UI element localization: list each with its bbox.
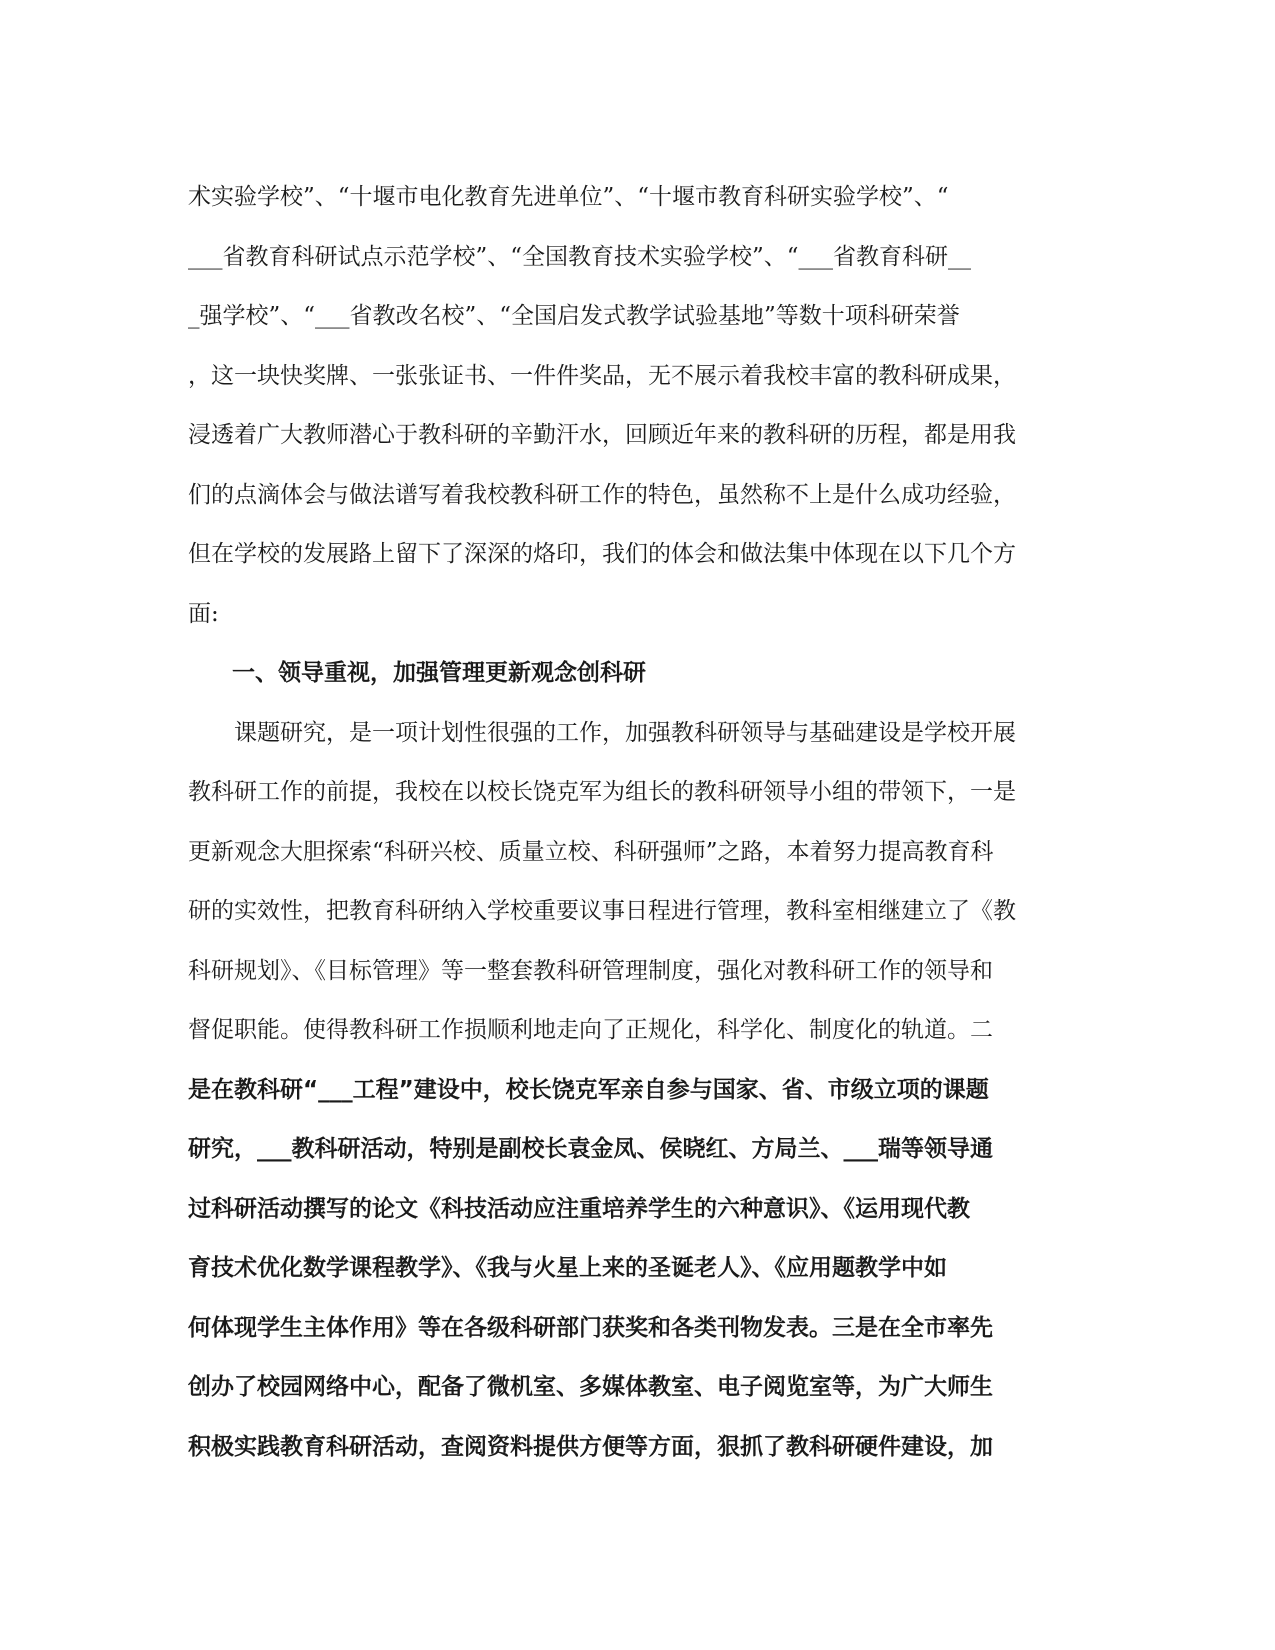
- bold-paragraph-line: 是在教科研“___工程”建设中，校长饶克军亲自参与国家、省、市级立项的课题: [188, 1076, 989, 1103]
- text-line: _强学校”、“___省教改名校”、“全国启发式教学试验基地”等数十项科研荣誉: [188, 303, 960, 329]
- text-line: 面:: [188, 600, 219, 627]
- paragraph-line: 科研规划》、《目标管理》等一整套教科研管理制度，强化对教科研工作的领导和: [188, 957, 993, 984]
- document-body: [188, 168, 1088, 1477]
- bold-paragraph-line: 过科研活动撰写的论文《科技活动应注重培养学生的六种意识》、《运用现代教: [188, 1195, 970, 1222]
- text-line: 们的点滴体会与做法谱写着我校教科研工作的特色，虽然称不上是什么成功经验，: [188, 481, 1016, 508]
- text-line: ，这一块快奖牌、一张张证书、一件件奖品，无不展示着我校丰富的教科研成果，: [188, 362, 1016, 389]
- paragraph-line: 教科研工作的前提，我校在以校长饶克军为组长的教科研领导小组的带领下，一是: [188, 779, 1016, 805]
- bold-paragraph-line: 育技术优化数学课程教学》、《我与火星上来的圣诞老人》、《应用题教学中如: [188, 1255, 947, 1281]
- paragraph-line: 督促职能。使得教科研工作损顺利地走向了正规化，科学化、制度化的轨道。二: [188, 1017, 993, 1043]
- bold-paragraph-line: 何体现学生主体作用》等在各级科研部门获奖和各类刊物发表。三是在全市率先: [188, 1314, 993, 1341]
- bold-paragraph-line: 创办了校园网络中心，配备了微机室、多媒体教室、电子阅览室等，为广大师生: [188, 1374, 993, 1400]
- section-heading: 一、领导重视，加强管理更新观念创科研: [232, 660, 646, 686]
- text-line: 但在学校的发展路上留下了深深的烙印，我们的体会和做法集中体现在以下几个方: [188, 541, 1016, 567]
- text-line: 浸透着广大教师潜心于教科研的辛勤汗水，回顾近年来的教科研的历程，都是用我: [188, 422, 1016, 448]
- bold-paragraph-line: 积极实践教育科研活动，查阅资料提供方便等方面，狠抓了教科研硬件建设，加: [188, 1433, 993, 1460]
- text-line: ___省教育科研试点示范学校”、“全国教育技术实验学校”、“___省教育科研__: [188, 243, 972, 270]
- paragraph-line: 研的实效性，把教育科研纳入学校重要议事日程进行管理，教科室相继建立了《教: [188, 898, 1016, 924]
- text-line: 术实验学校”、“十堰市电化教育先进单位”、“十堰市教育科研实验学校”、“: [188, 184, 949, 210]
- bold-paragraph-line: 研究，___教科研活动，特别是副校长袁金凤、侯晓红、方局兰、___瑞等领导通: [188, 1136, 993, 1162]
- paragraph-line: 课题研究，是一项计划性很强的工作，加强教科研领导与基础建设是学校开展: [234, 719, 1016, 746]
- paragraph-line: 更新观念大胆探索“科研兴校、质量立校、科研强师”之路，本着努力提高教育科: [188, 838, 994, 865]
